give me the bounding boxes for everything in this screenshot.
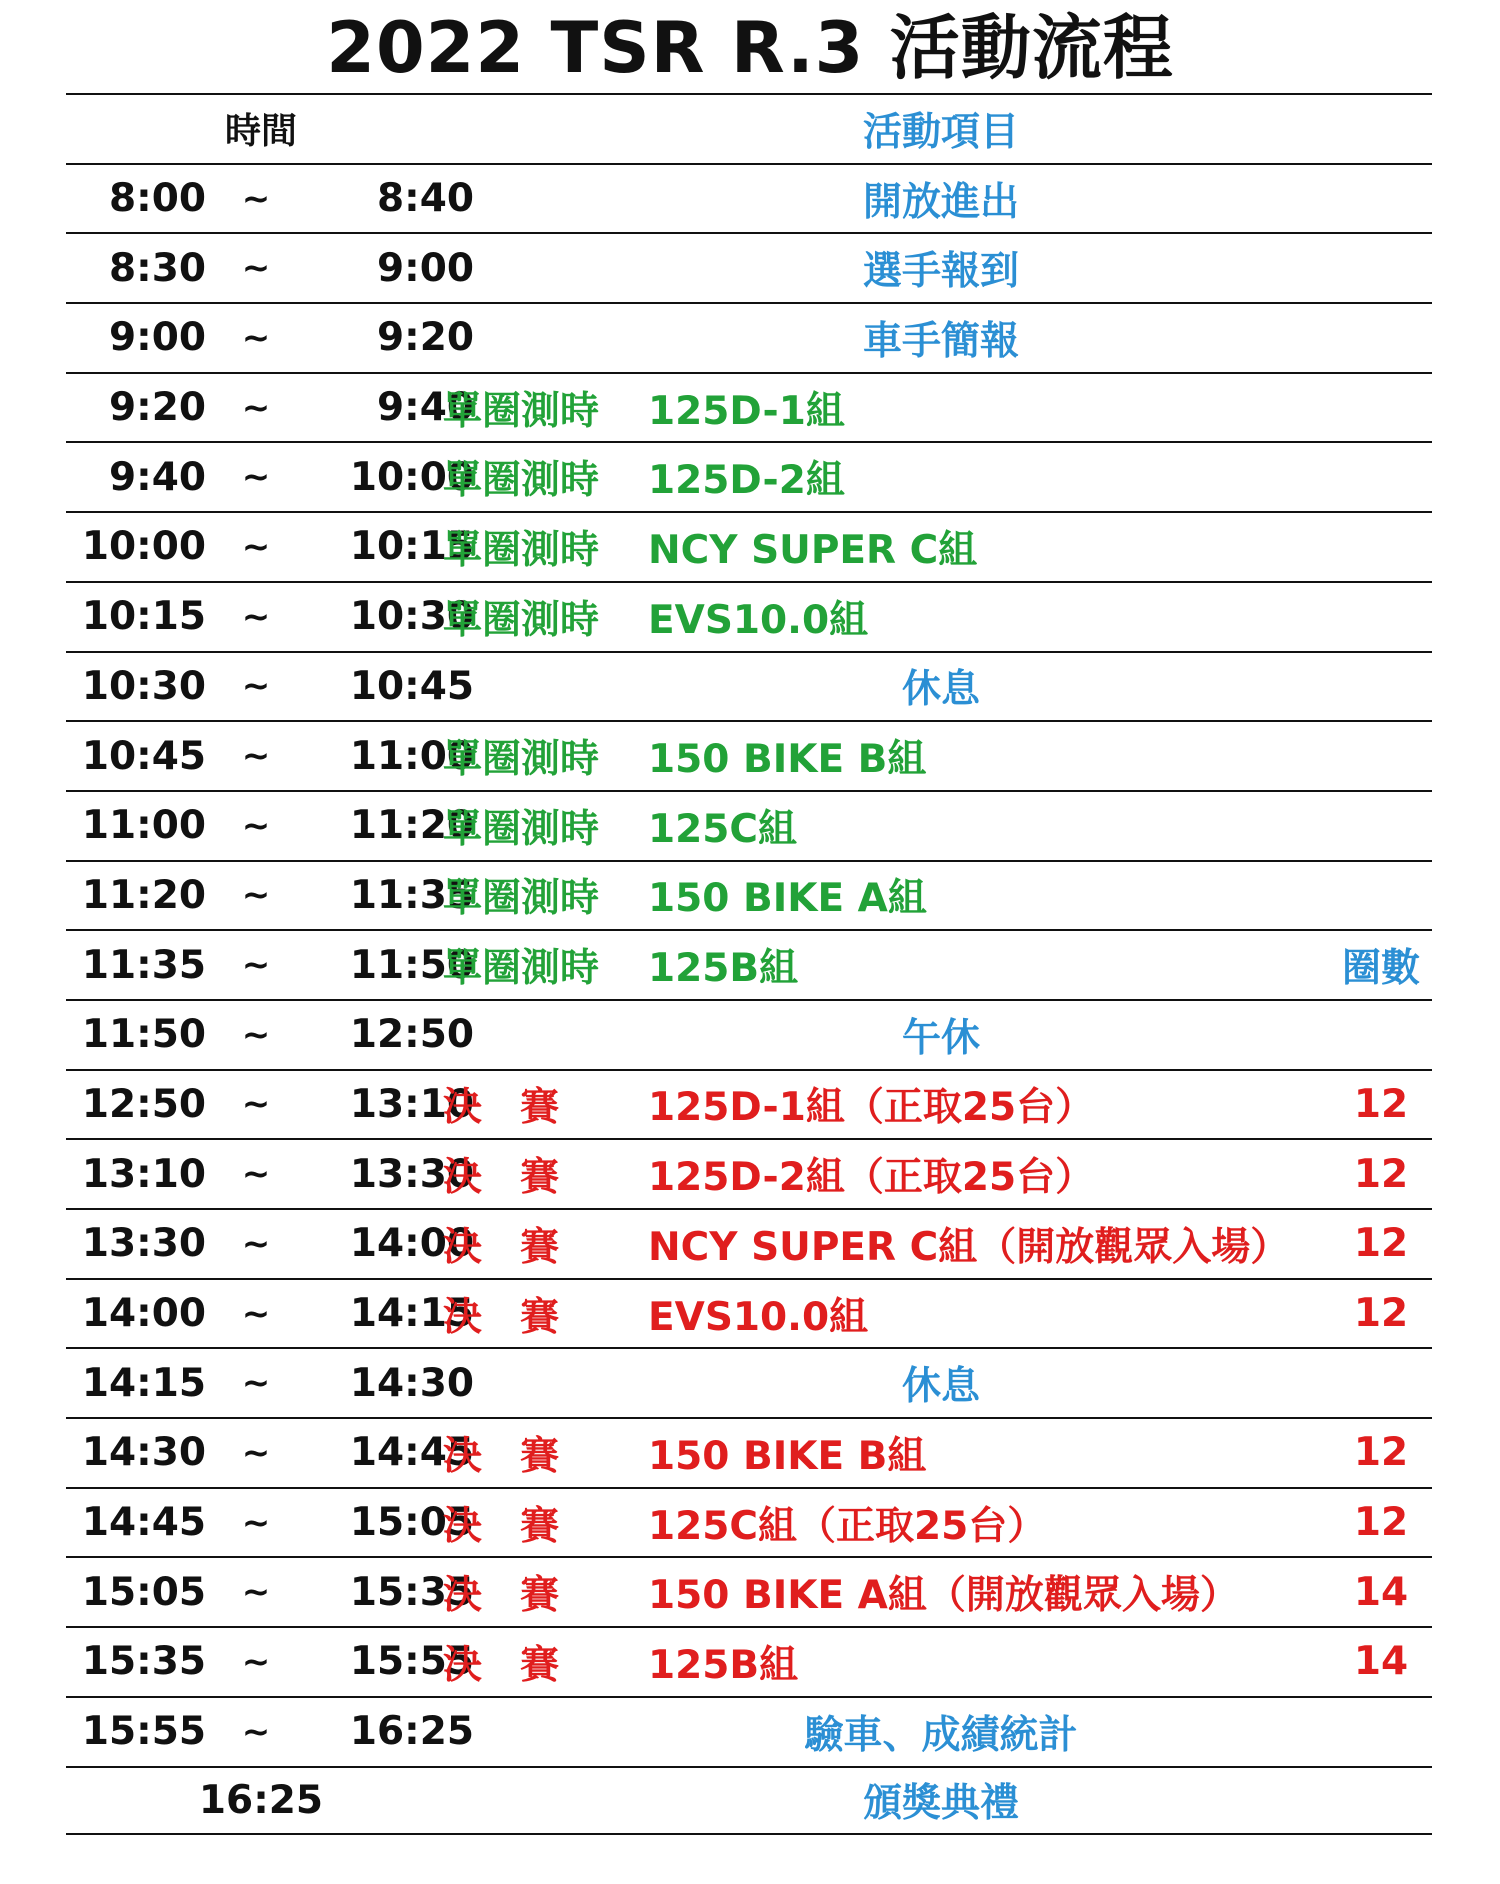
activity-item: 125B組 — [648, 1642, 799, 1688]
time-separator: ~ — [241, 526, 271, 567]
time-start: 10:45 — [81, 733, 206, 779]
time-end: 14:30 — [349, 1360, 474, 1406]
time-start: 11:00 — [81, 803, 206, 849]
header-activity: 活動項目 — [862, 109, 1019, 155]
schedule-row — [66, 163, 1432, 233]
stage-label: 單圈測時 — [443, 946, 600, 992]
activity-item: NCY SUPER C組 — [648, 527, 978, 573]
laps-count: 12 — [1353, 1291, 1409, 1337]
time-start: 14:00 — [81, 1291, 206, 1337]
activity-item: 開放進出 — [862, 179, 1019, 225]
stage-label: 決賽 — [443, 1503, 598, 1549]
time-separator: ~ — [241, 317, 271, 358]
time-end: 11:20 — [349, 803, 474, 849]
time-end: 15:35 — [349, 1569, 474, 1615]
time-separator: ~ — [241, 1711, 271, 1752]
activity-item: NCY SUPER C組（開放觀眾入場） — [648, 1224, 1290, 1270]
activity-item: 驗車、成績統計 — [804, 1712, 1078, 1758]
time-end: 10:45 — [349, 663, 474, 709]
page-title: 2022 TSR R.3 活動流程 — [326, 7, 1174, 89]
time-start: 14:15 — [81, 1360, 206, 1406]
time-start: 9:20 — [108, 385, 206, 431]
header-time: 時間 — [224, 111, 297, 153]
schedule-row — [66, 1556, 1432, 1626]
time-end: 9:40 — [376, 385, 474, 431]
time-start: 12:50 — [81, 1081, 206, 1127]
time-end: 13:30 — [349, 1151, 474, 1197]
time-end: 11:00 — [349, 733, 474, 779]
time-end: 10:15 — [349, 524, 474, 570]
time-separator: ~ — [241, 387, 271, 428]
stage-label: 決賽 — [443, 1294, 598, 1340]
laps-count: 12 — [1353, 1081, 1409, 1127]
schedule-row — [66, 1766, 1432, 1836]
schedule-row — [66, 1069, 1432, 1139]
schedule-row — [66, 1487, 1432, 1557]
laps-count: 12 — [1353, 1430, 1409, 1476]
time-separator: ~ — [241, 666, 271, 707]
activity-item: 選手報到 — [862, 249, 1019, 295]
laps-count: 12 — [1353, 1500, 1409, 1546]
schedule-row — [66, 372, 1432, 442]
time-start: 14:30 — [81, 1430, 206, 1476]
stage-label: 決賽 — [443, 1642, 598, 1688]
time-start: 15:55 — [81, 1709, 206, 1755]
time-separator: ~ — [241, 178, 271, 219]
time-separator: ~ — [241, 1014, 271, 1055]
activity-item: 休息 — [901, 1364, 980, 1410]
activity-item: 150 BIKE B組 — [648, 1433, 927, 1479]
time-separator: ~ — [241, 1432, 271, 1473]
laps-count: 12 — [1353, 1151, 1409, 1197]
time-separator: ~ — [241, 1363, 271, 1404]
time-start: 10:30 — [81, 663, 206, 709]
time-separator: ~ — [241, 1084, 271, 1125]
time-end: 11:35 — [349, 872, 474, 918]
time-separator: ~ — [241, 1293, 271, 1334]
activity-item: 頒獎典禮 — [862, 1781, 1019, 1827]
laps-count: 14 — [1353, 1639, 1409, 1685]
time-start: 8:00 — [108, 176, 206, 222]
schedule-row — [66, 302, 1432, 372]
table-header-row — [66, 93, 1432, 163]
time-end: 10:30 — [349, 594, 474, 640]
schedule-row — [66, 790, 1432, 860]
schedule-row — [66, 1278, 1432, 1348]
schedule-row — [66, 929, 1432, 999]
activity-item: EVS10.0組 — [648, 597, 869, 643]
schedule-row — [66, 441, 1432, 511]
time-start: 11:35 — [81, 942, 206, 988]
activity-item: 午休 — [901, 1015, 980, 1061]
time-single: 16:25 — [198, 1777, 324, 1823]
time-end: 12:50 — [349, 1012, 474, 1058]
time-end: 15:55 — [349, 1639, 474, 1685]
time-end: 15:05 — [349, 1500, 474, 1546]
activity-item: 車手簡報 — [862, 318, 1019, 364]
stage-label: 單圈測時 — [443, 597, 600, 643]
activity-item: 150 BIKE A組 — [648, 876, 927, 922]
time-start: 10:15 — [81, 594, 206, 640]
stage-label: 單圈測時 — [443, 458, 600, 504]
schedule-row — [66, 1626, 1432, 1696]
activity-item: 125D-2組（正取25台） — [648, 1155, 1095, 1201]
time-separator: ~ — [241, 1502, 271, 1543]
time-start: 9:40 — [108, 454, 206, 500]
schedule-row — [66, 511, 1432, 581]
time-separator: ~ — [241, 1641, 271, 1682]
stage-label: 單圈測時 — [443, 876, 600, 922]
time-end: 9:20 — [376, 315, 474, 361]
stage-label: 決賽 — [443, 1224, 598, 1270]
activity-item: 125C組（正取25台） — [648, 1503, 1047, 1549]
stage-label: 決賽 — [443, 1573, 598, 1619]
schedule-row — [66, 999, 1432, 1069]
schedule-row — [66, 720, 1432, 790]
stage-label: 單圈測時 — [443, 737, 600, 783]
activity-item: 125D-1組 — [648, 388, 845, 434]
laps-count: 12 — [1353, 1221, 1409, 1267]
stage-label: 單圈測時 — [443, 527, 600, 573]
time-end: 8:40 — [376, 176, 474, 222]
time-start: 11:50 — [81, 1012, 206, 1058]
stage-label: 單圈測時 — [443, 388, 600, 434]
schedule-row — [66, 860, 1432, 930]
time-end: 10:00 — [349, 454, 474, 500]
time-end: 14:00 — [349, 1221, 474, 1267]
activity-item: 125B組 — [648, 946, 799, 992]
time-start: 13:10 — [81, 1151, 206, 1197]
time-start: 15:35 — [81, 1639, 206, 1685]
activity-item: 125D-2組 — [648, 458, 845, 504]
schedule-row — [66, 1347, 1432, 1417]
schedule-row — [66, 1417, 1432, 1487]
schedule-row — [66, 1696, 1432, 1766]
activity-item: 150 BIKE A組（開放觀眾入場） — [648, 1573, 1239, 1619]
schedule-row — [66, 1138, 1432, 1208]
time-separator: ~ — [241, 457, 271, 498]
time-start: 10:00 — [81, 524, 206, 570]
time-start: 14:45 — [81, 1500, 206, 1546]
time-start: 13:30 — [81, 1221, 206, 1267]
time-end: 11:50 — [349, 942, 474, 988]
time-separator: ~ — [241, 945, 271, 986]
activity-item: EVS10.0組 — [648, 1294, 869, 1340]
stage-label: 單圈測時 — [443, 806, 600, 852]
time-start: 11:20 — [81, 872, 206, 918]
schedule-row — [66, 651, 1432, 721]
time-start: 9:00 — [108, 315, 206, 361]
schedule-row — [66, 232, 1432, 302]
stage-label: 決賽 — [443, 1085, 598, 1131]
time-separator: ~ — [241, 1154, 271, 1195]
stage-label: 決賽 — [443, 1433, 598, 1479]
laps-count: 14 — [1353, 1569, 1409, 1615]
activity-item: 125D-1組（正取25台） — [648, 1085, 1095, 1131]
activity-item: 休息 — [901, 667, 980, 713]
time-separator: ~ — [241, 248, 271, 289]
time-end: 14:45 — [349, 1430, 474, 1476]
time-separator: ~ — [241, 596, 271, 637]
time-end: 13:10 — [349, 1081, 474, 1127]
time-start: 8:30 — [108, 245, 206, 291]
schedule-row — [66, 1208, 1432, 1278]
activity-item: 150 BIKE B組 — [648, 737, 927, 783]
time-end: 16:25 — [349, 1709, 474, 1755]
time-start: 15:05 — [81, 1569, 206, 1615]
laps-count: 圈數 — [1341, 946, 1420, 992]
stage-label: 決賽 — [443, 1155, 598, 1201]
time-end: 14:15 — [349, 1291, 474, 1337]
schedule-table — [66, 93, 1432, 1835]
activity-item: 125C組 — [648, 806, 798, 852]
time-end: 9:00 — [376, 245, 474, 291]
time-separator: ~ — [241, 805, 271, 846]
schedule-row — [66, 581, 1432, 651]
time-separator: ~ — [241, 875, 271, 916]
time-separator: ~ — [241, 1572, 271, 1613]
time-separator: ~ — [241, 736, 271, 777]
time-separator: ~ — [241, 1223, 271, 1264]
